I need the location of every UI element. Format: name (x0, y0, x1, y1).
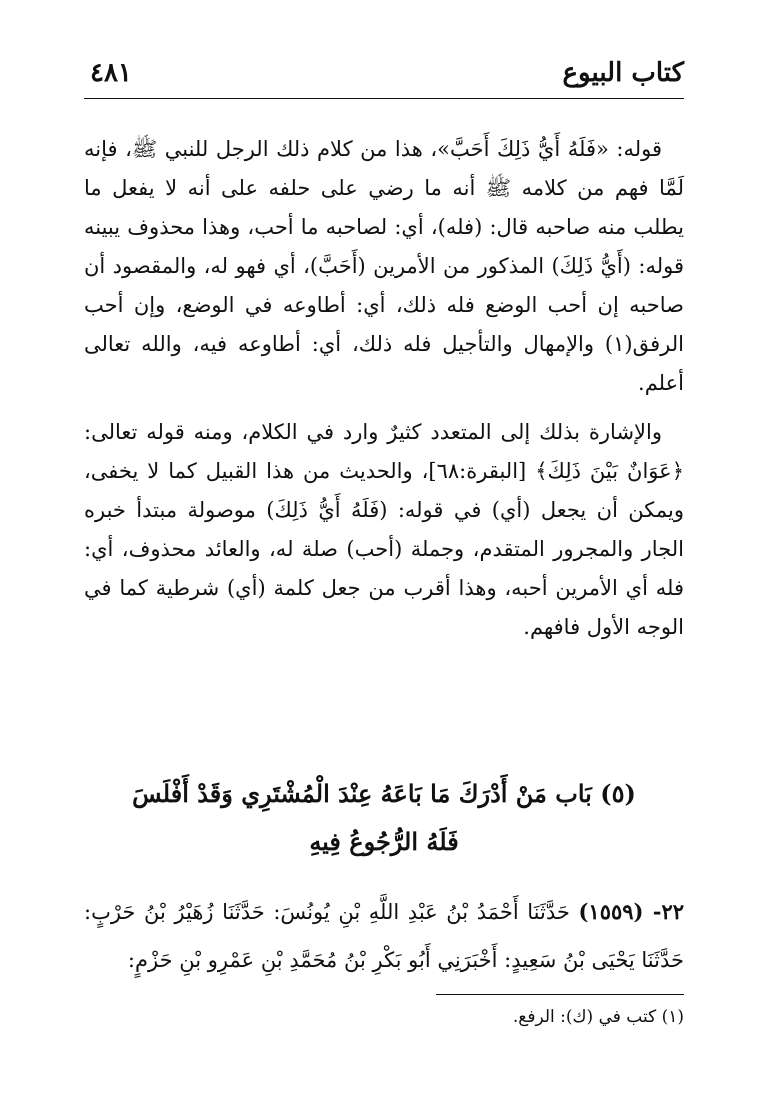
page-number: ٤٨١ (90, 58, 132, 88)
footnote: (١) كتب في (ك): الرفع. (512, 1007, 684, 1027)
page-header (84, 54, 684, 99)
chapter-heading (84, 770, 684, 866)
commentary-text (84, 130, 684, 657)
hadith-number: ٢٢- (١٥٥٩) (578, 899, 684, 924)
hadith-text (84, 888, 684, 984)
chapter-heading-line-1: (٥) بَاب مَنْ أَدْرَكَ مَا بَاعَهُ عِنْدَ الْمُشْتَرِي وَقَدْ أَفْلَسَ (132, 779, 636, 808)
footnote-divider (436, 994, 684, 995)
chapter-heading-line-2: فَلَهُ الرُّجُوعُ فِيهِ (309, 827, 459, 856)
hadith-chain: حَدَّثَنَا أَحْمَدُ بْنُ عَبْدِ اللَّهِ بْنِ يُونُسَ: حَدَّثَنَا زُهَيْرُ بْنُ حَرْبٍ: حَدَّثَنَا يَحْيَى بْنُ سَعِيدٍ: أَخْبَرَنِي أَبُو بَكْرِ بْنُ مُحَمَّدِ بْنِ عَمْرِو بْنِ حَزْمٍ: (84, 900, 684, 972)
commentary-paragraph-2: والإشارة بذلك إلى المتعدد كثيرٌ وارد في الكلام، ومنه قوله تعالى: ﴿عَوَانٌ بَيْنَ ذَلِكَ﴾ [البقرة:٦٨]، والحديث من هذا القبيل كما لا يخفى، ويمكن أن يجعل (أي) في قوله: (فَلَهُ أَيُّ ذَلِكَ) موصولة مبتدأ خبره الجار والمجرور المتقدم، وجملة (أحب) صلة له، والعائد محذوف، أي: فله أي الأمرين أحبه، وهذا أقرب من جعل كلمة (أي) شرطية كما في الوجه الأول فافهم. (84, 420, 684, 639)
chapter-running-title: كتاب البيوع (562, 58, 684, 88)
commentary-paragraph-1: قوله: «فَلَهُ أَيُّ ذَلِكَ أَحَبَّ»، هذا من كلام ذلك الرجل للنبي ﷺ، فإنه لَمَّا فهم من كلامه ﷺ أنه ما رضي على حلفه على أنه لا يفعل ما يطلب منه صاحبه قال: (فله)، أي: لصاحبه ما أحب، وهذا محذوف يبينه قوله: (أَيُّ ذَلِكَ) المذكور من الأمرين (أَحَبَّ)، أي فهو له، والمقصود أن صاحبه إن أحب الوضع فله ذلك، أي: أطاوعه في الوضع، وإن أحب الرفق(١) والإمهال والتأجيل فله ذلك، أي: أطاوعه فيه، والله تعالى أعلم. (84, 137, 684, 395)
